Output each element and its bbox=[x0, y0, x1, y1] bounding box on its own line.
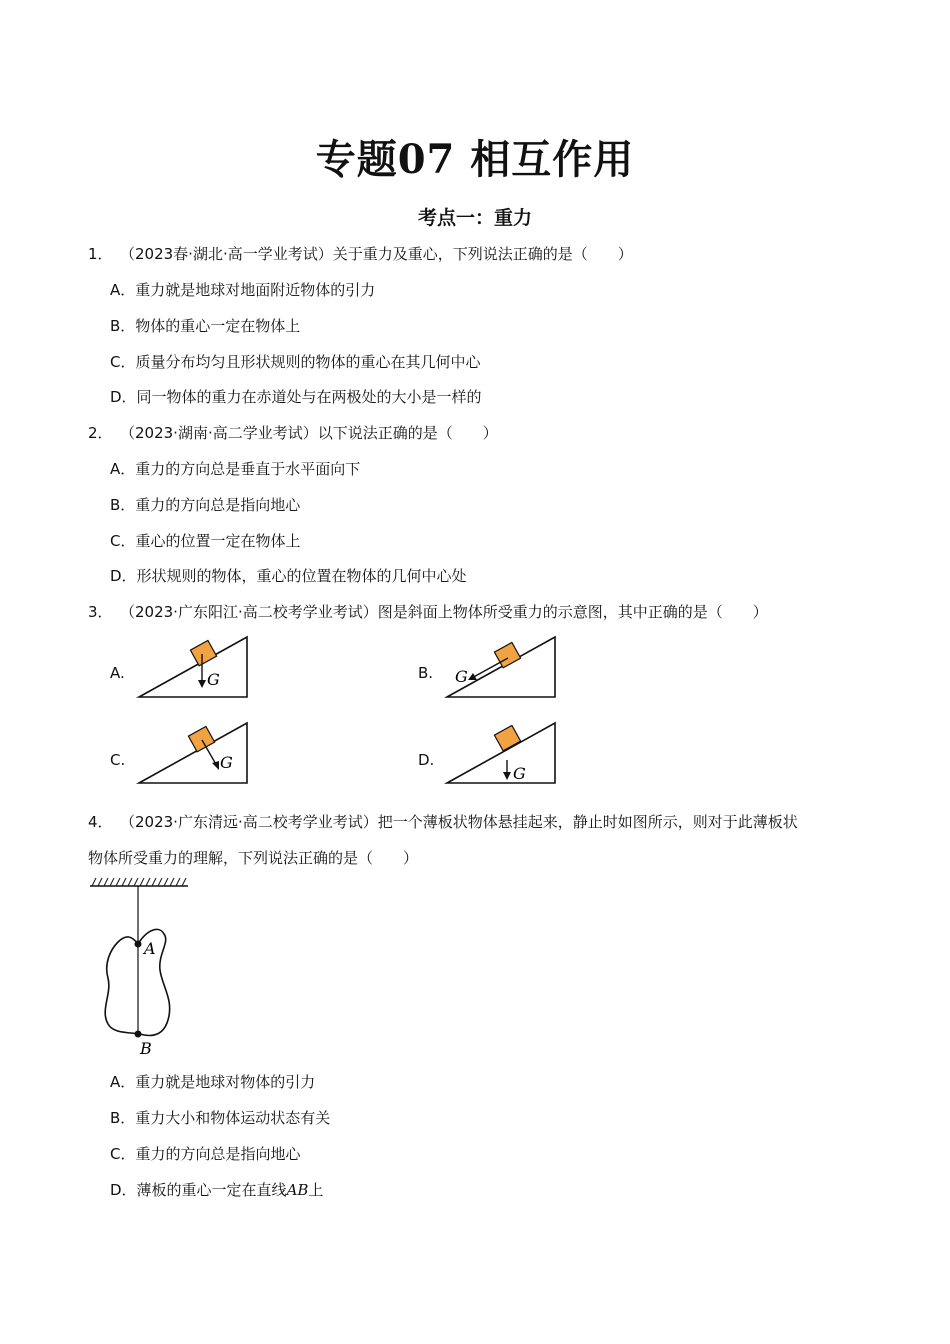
question-2 bbox=[88, 423, 498, 443]
incline-figure-b bbox=[446, 636, 558, 700]
question-number: 2． bbox=[88, 424, 113, 442]
question-number: 4． bbox=[88, 813, 113, 831]
point-a-label: A bbox=[144, 939, 156, 958]
page-title: 专题07 相互作用 bbox=[315, 136, 635, 183]
option-4d-prefix: D．薄板的重心一定在直线 bbox=[110, 1181, 287, 1199]
block bbox=[188, 726, 214, 751]
option-2b: B．重力的方向总是指向地心 bbox=[110, 496, 301, 514]
question-stem-line1: （2023·广东清远·高二校考学业考试）把一个薄板状物体悬挂起来，静止时如图所示，则对于此薄板状 bbox=[120, 813, 798, 831]
option-1c: C．质量分布均匀且形状规则的物体的重心在其几何中心 bbox=[110, 353, 481, 371]
figure-label-b: B. bbox=[418, 664, 434, 682]
force-label: G bbox=[207, 670, 220, 689]
incline-figure-a bbox=[138, 636, 250, 700]
figure-label-c: C. bbox=[110, 751, 126, 769]
incline-figure-c bbox=[138, 722, 250, 786]
hanging-plate-figure bbox=[88, 882, 198, 1058]
section-heading: 考点一：重力 bbox=[417, 207, 532, 229]
option-2a: A．重力的方向总是垂直于水平面向下 bbox=[110, 460, 361, 478]
question-4 bbox=[88, 812, 798, 832]
option-1a: A．重力就是地球对地面附近物体的引力 bbox=[110, 281, 376, 299]
question-number: 1． bbox=[88, 245, 113, 263]
option-4c: C．重力的方向总是指向地心 bbox=[110, 1145, 301, 1163]
force-label: G bbox=[220, 753, 233, 772]
option-4a: A．重力就是地球对物体的引力 bbox=[110, 1073, 316, 1091]
force-label: G bbox=[513, 764, 526, 783]
option-4b: B．重力大小和物体运动状态有关 bbox=[110, 1109, 331, 1127]
block bbox=[494, 725, 520, 750]
question-4-stem-line2: 物体所受重力的理解，下列说法正确的是（ ） bbox=[88, 849, 419, 867]
option-2c: C．重心的位置一定在物体上 bbox=[110, 532, 301, 550]
option-4d-line: AB bbox=[286, 1181, 309, 1199]
question-stem: （2023·广东阳江·高二校考学业考试）图是斜面上物体所受重力的示意图，其中正确的是（ ） bbox=[120, 603, 768, 621]
question-stem: （2023春·湖北·高一学业考试）关于重力及重心，下列说法正确的是（ ） bbox=[120, 245, 633, 263]
option-1b: B．物体的重心一定在物体上 bbox=[110, 317, 301, 335]
option-4d-suffix: 上 bbox=[308, 1181, 324, 1199]
option-4d bbox=[110, 1180, 323, 1200]
option-2d: D．形状规则的物体，重心的位置在物体的几何中心处 bbox=[110, 567, 467, 585]
question-stem: （2023·湖南·高二学业考试）以下说法正确的是（ ） bbox=[120, 424, 498, 442]
question-1 bbox=[88, 244, 633, 264]
force-label: G bbox=[455, 667, 468, 686]
point-b-label: B bbox=[140, 1039, 152, 1058]
block bbox=[190, 640, 216, 665]
incline-figure-d bbox=[446, 722, 558, 786]
question-3 bbox=[88, 602, 768, 622]
question-number: 3． bbox=[88, 603, 113, 621]
figure-label-d: D. bbox=[418, 751, 435, 769]
option-1d: D．同一物体的重力在赤道处与在两极处的大小是一样的 bbox=[110, 388, 482, 406]
figure-label-a: A. bbox=[110, 664, 125, 682]
